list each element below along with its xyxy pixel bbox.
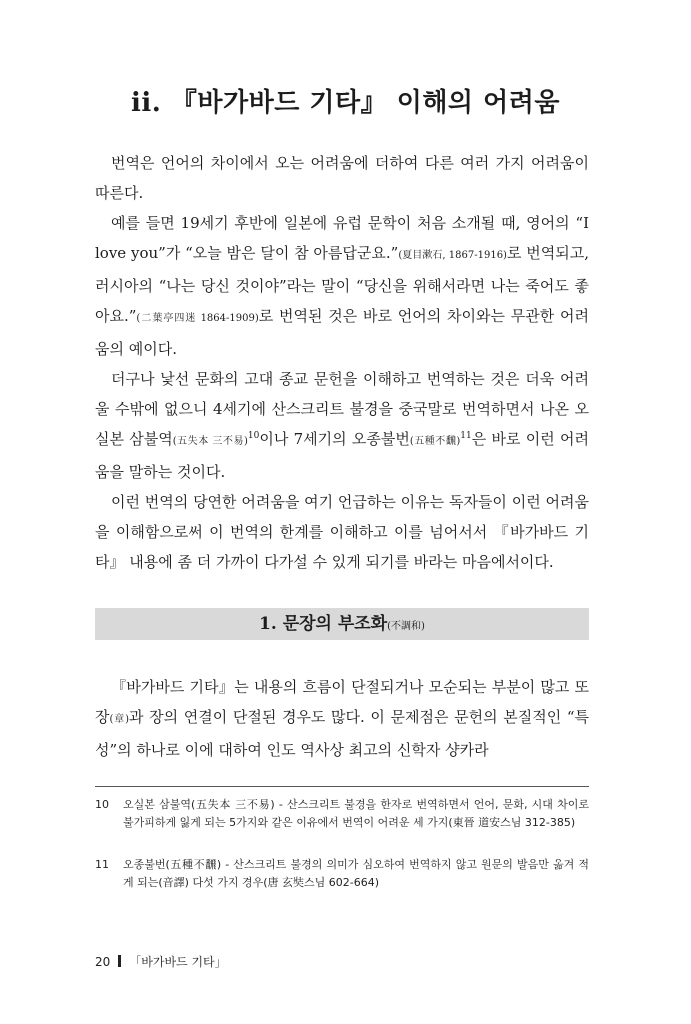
- section-title: 1. 문장의 부조화: [259, 614, 388, 634]
- paragraph-2-text-a: 예를 들면 19세기 후반에 일본에 유럽 문학이 처음 소개될 때, 영어의 “I love you”가 “오늘 밤은 달이 참 아름답군요.”: [95, 214, 589, 262]
- section-text-block: [95, 672, 589, 765]
- section-heading: [95, 608, 589, 640]
- paragraph-2-hanja-a: (夏目漱石, 1867-1916): [398, 250, 507, 261]
- paragraph-5: [95, 672, 589, 765]
- footnote-10: [95, 796, 589, 832]
- paragraph-3-text-a: 더구나 낯선 문화의 고대 종교 문헌을 이해하고 번역하는 것은 더욱 어려울 수밖에 없으니 4세기에 산스크리트 불경을 중국말로 번역하면서 나온 오실본 삼불역: [95, 370, 589, 448]
- paragraph-3-text-c: 은 바로 이런 어려움을 말하는 것이다.: [95, 430, 589, 481]
- paragraph-3-hanja-a: (五失本 三不易): [172, 436, 248, 447]
- paragraph-2: [95, 208, 589, 364]
- paragraph-3: [95, 364, 589, 487]
- footnote-divider: [95, 786, 589, 787]
- paragraph-1: 번역은 언어의 차이에서 오는 어려움에 더하여 다른 여러 가지 어려움이 따른다.: [95, 154, 589, 202]
- chapter-title: ii. 『바가바드 기타』 이해의 어려움: [131, 88, 560, 118]
- running-title: 「바가바드 기타」: [129, 955, 227, 969]
- paragraph-3-text-b: 이나 7세기의 오종불번: [259, 430, 410, 448]
- footer-separator: [118, 955, 121, 967]
- footnote-11: [95, 856, 589, 892]
- paragraph-2-text-b: 로 번역되고, 러시아의 “나는 당신 것이야”라는 말이 “당신을 위해서라면 나는 죽어도 좋아요.”: [95, 244, 589, 325]
- paragraph-2-text-c: 로 번역된 것은 바로 언어의 차이와는 무관한 어려움의 예이다.: [95, 307, 589, 358]
- paragraph-5-text-a: 『바가바드 기타』는 내용의 흐름이 단절되거나 모순되는 부분이 많고 또 장: [95, 678, 589, 726]
- paragraph-4: 이런 번역의 당연한 어려움을 여기 언급하는 이유는 독자들이 이런 어려움을 이해함으로써 이 번역의 한계를 이해하고 이를 넘어서서 『바가바드 기타』 내용에 좀 더 가까이 다가설 수 있게 되기를 바라는 마음에서이다.: [95, 493, 589, 571]
- footnote-number: 11: [95, 858, 109, 871]
- section-title-hanja: (不調和): [387, 621, 425, 632]
- paragraph-5-hanja: (章): [109, 714, 130, 725]
- paragraph-2-hanja-b: (二葉亭四迷 1864-1909): [136, 313, 259, 324]
- page-number: 20: [95, 955, 111, 969]
- paragraph-3-hanja-b: (五種不飜): [409, 436, 461, 447]
- footnote-ref-10[interactable]: 10: [247, 431, 260, 441]
- footnote-text: 오실본 삼불역(五失本 三不易) - 산스크리트 불경을 한자로 번역하면서 언어, 문화, 시대 차이로 불가피하게 잃게 되는 5가지와 같은 이유에서 번역이 어려운 세 가지(東晉 道安스님 312-385): [123, 798, 589, 829]
- page-footer: [95, 953, 227, 970]
- paragraph-5-text-b: 과 장의 연결이 단절된 경우도 많다. 이 문제점은 문헌의 본질적인 “특성”의 하나로 이에 대하여 인도 역사상 최고의 신학자 샹카라: [95, 708, 589, 759]
- intro-text-block: [95, 148, 589, 577]
- footnote-ref-11[interactable]: 11: [460, 431, 472, 441]
- footnote-text: 오종불번(五種不飜) - 산스크리트 불경의 의미가 심오하여 번역하지 않고 원문의 발음만 옮겨 적게 되는(音譯) 다섯 가지 경우(唐 玄奘스님 602-664): [123, 858, 589, 889]
- footnote-number: 10: [95, 798, 109, 811]
